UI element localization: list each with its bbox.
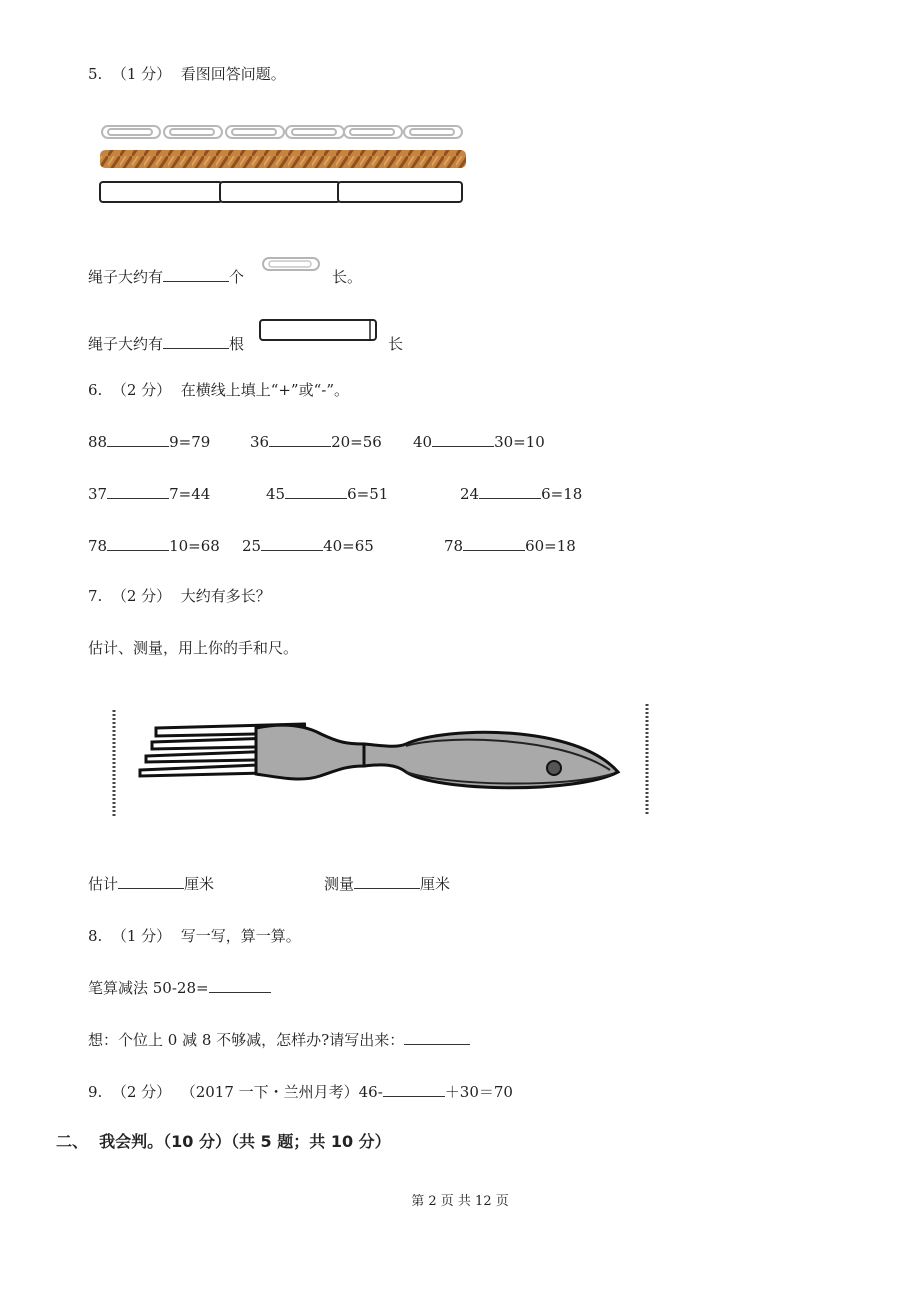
question-9: 9. （2 分） （2017 一下・兰州月考）46- ＋30＝70 — [88, 1083, 513, 1101]
straw-row — [100, 182, 462, 202]
question-6-title: 6. （2 分） 在横线上填上“+”或“-”。 — [88, 381, 350, 399]
answer-blank[interactable] — [463, 536, 525, 551]
q8-line-1: 笔算减法 50-28= — [88, 978, 271, 998]
q5-line-1: 绳子大约有 个 — [88, 268, 245, 286]
answer-blank[interactable] — [432, 432, 494, 447]
question-8-title: 8. （1 分） 写一写，算一算。 — [88, 927, 301, 945]
fork-figure — [106, 700, 662, 826]
q6-item: 78 10=68 — [88, 537, 220, 555]
q5-line-2: 绳子大约有 根 — [88, 335, 245, 353]
q5-line-1-end: 长。 — [332, 268, 363, 286]
q6-item: 78 60=18 — [444, 537, 576, 555]
q6-item: 36 20=56 — [250, 433, 382, 451]
section-2-title: 二、 我会判。（10 分）（共 5 题；共 10 分） — [56, 1132, 391, 1151]
q5-figure — [96, 120, 476, 210]
page-footer: 第 2 页 共 12 页 — [411, 1194, 509, 1209]
answer-blank[interactable] — [107, 432, 169, 447]
answer-blank[interactable] — [285, 484, 347, 499]
answer-blank[interactable] — [354, 874, 420, 889]
q6-item: 88 9=79 — [88, 433, 211, 451]
answer-blank[interactable] — [163, 267, 229, 282]
q7-measure: 测量 厘米 — [324, 875, 451, 893]
question-5-title: 5. （1 分） 看图回答问题。 — [88, 65, 286, 83]
answer-blank[interactable] — [107, 484, 169, 499]
q6-item: 24 6=18 — [460, 485, 583, 503]
q7-estimate: 估计 厘米 — [88, 875, 215, 893]
paperclip-icon — [262, 256, 322, 272]
fork-icon — [140, 724, 618, 788]
answer-blank[interactable] — [479, 484, 541, 499]
answer-blank[interactable] — [383, 1082, 445, 1097]
answer-blank[interactable] — [261, 536, 323, 551]
answer-blank[interactable] — [163, 334, 229, 349]
answer-blank[interactable] — [107, 536, 169, 551]
answer-blank[interactable] — [269, 432, 331, 447]
question-7-instruction: 估计、测量，用上你的手和尺。 — [88, 639, 299, 657]
q6-item: 25 40=65 — [242, 537, 374, 555]
rope — [100, 150, 466, 168]
question-7-title: 7. （2 分） 大约有多长？ — [88, 587, 271, 605]
answer-blank[interactable] — [404, 1030, 470, 1045]
q6-item: 45 6=51 — [266, 485, 389, 503]
answer-blank[interactable] — [118, 874, 184, 889]
answer-blank[interactable] — [209, 978, 271, 993]
q5-line-2-end: 长 — [388, 335, 404, 353]
q8-line-2: 想：个位上 0 减 8 不够减，怎样办?请写出来： — [88, 1030, 470, 1050]
q6-item: 40 30=10 — [413, 433, 545, 451]
q6-item: 37 7=44 — [88, 485, 211, 503]
paperclip-row — [102, 126, 462, 138]
straw-icon — [258, 318, 380, 344]
